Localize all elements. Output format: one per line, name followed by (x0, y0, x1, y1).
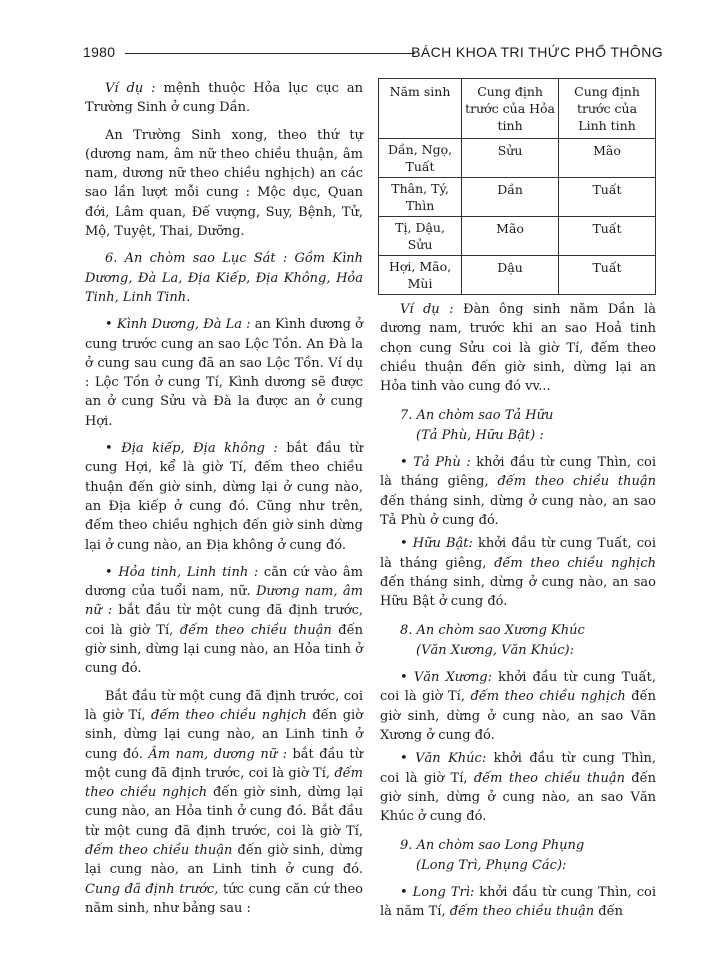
table-cell: Tị, Dậu, Sửu (379, 217, 462, 256)
running-title: BÁCH KHOA TRI THỨC PHỔ THÔNG (411, 44, 663, 60)
table-cell: Tuất (559, 178, 656, 217)
header-rule (125, 53, 415, 54)
table-row (379, 256, 656, 295)
table-header: Cung định trước của Linh tinh (559, 79, 656, 139)
table-cell: Mão (462, 217, 559, 256)
page-number: 1980 (83, 44, 116, 60)
paragraph: • Văn Khúc: khởi đầu từ cung Thìn, coi là giờ Tí, đếm theo chiều thuận đến giờ sinh, dừng ở cung nào, an sao Văn Khúc ở cung đó. (380, 751, 656, 825)
page-header (83, 42, 663, 66)
table-cell: Sửu (462, 139, 559, 178)
section-heading-6: 6. An chòm sao Lục Sát : Gồm Kình Dương, Đà La, Địa Kiếp, Địa Không, Hỏa Tinh, Linh Tinh. (85, 251, 363, 305)
paragraph: Bắt đầu từ một cung đã định trước, coi là giờ Tí, đếm theo chiều nghịch đến giờ sinh, dừng lại cung nào, an Linh tinh ở cung đó. Âm nam, dương nữ : bắt đầu từ một cung đã định trước, coi là giờ Tí, đếm theo chiều nghịch đến giờ sinh, dừng lại cung nào, an Hỏa tinh ở cung đó. Bắt đầu từ một cung đã định trước, coi là giờ Tí, đếm theo chiều thuận đến giờ sinh, dừng lại cung nào, an Linh tinh ở cung đó. Cung đã định trước, tức cung căn cứ theo năm sinh, như bảng sau : (85, 688, 364, 916)
table-cell: Thân, Tý, Thìn (379, 178, 462, 217)
paragraph: • Hữu Bật: khởi đầu từ cung Tuất, coi là tháng giêng, đếm theo chiều nghịch đến tháng sinh, dừng ở cung nào, an sao Hữu Bật ở cung đó. (380, 536, 656, 610)
table-cell: Tuất (559, 256, 656, 295)
paragraph: • Tả Phù : khởi đầu từ cung Thìn, coi là tháng giêng, đếm theo chiều thuận đến tháng sinh, dừng ở cung nào, an sao Tả Phù ở cung đó. (380, 455, 656, 528)
table-cell: Dậu (462, 256, 559, 295)
table-cell: Tuất (559, 217, 656, 256)
birth-year-table (378, 78, 656, 295)
table-header: Cung định trước của Hỏa tinh (462, 79, 559, 139)
right-column (380, 300, 656, 930)
section-subheading-7: (Tả Phù, Hữu Bật) : (416, 427, 544, 443)
table-row (379, 139, 656, 178)
paragraph: • Địa kiếp, Địa không : bắt đầu từ cung Hợi, kể là giờ Tí, đếm theo chiều thuận đến giờ sinh, dừng lại ở cung nào, an Địa kiếp ở cung đó. Cũng như trên, đếm theo chiều nghịch đến giờ sinh dừng lại ở cung nào, an Địa không ở cung đó. (85, 441, 363, 553)
paragraph: • Long Trì: khởi đầu từ cung Thìn, coi là năm Tí, đếm theo chiều thuận đến (380, 885, 656, 920)
table-cell: Mão (559, 139, 656, 178)
section-subheading-8: (Văn Xương, Văn Khúc): (416, 642, 574, 658)
section-heading-9: 9. An chòm sao Long Phụng (400, 838, 585, 854)
table-cell: Dần (462, 178, 559, 217)
table-row (379, 217, 656, 256)
table-header-row (379, 79, 656, 139)
paragraph: • Văn Xương: khởi đầu từ cung Tuất, coi là giờ Tí, đếm theo chiều nghịch đến giờ sinh, dừng ở cung nào, an sao Văn Xương ở cung đó. (380, 670, 656, 743)
section-heading-8: 8. An chòm sao Xương Khúc (400, 623, 585, 639)
table-header: Năm sinh (379, 79, 462, 139)
table-cell: Dần, Ngọ, Tuất (379, 139, 462, 178)
section-subheading-9: (Long Trì, Phụng Các): (416, 857, 567, 873)
paragraph: An Trường Sinh xong, theo thứ tự (dương nam, âm nữ theo chiều thuận, âm nam, dương nữ theo chiều nghịch) an các sao lần lượt mỗi cung : Mộc dục, Quan đới, Lâm quan, Đế vượng, Suy, Bệnh, Tử, Mộ, Tuyệt, Thai, Dưỡng. (85, 127, 363, 240)
paragraph: • Hỏa tinh, Linh tinh : căn cứ vào âm dương của tuổi nam, nữ. Dương nam, âm nữ : bắt đầu từ một cung đã định trước, coi là giờ Tí, đếm theo chiều thuận đến giờ sinh, dừng lại cung nào, an Hỏa tinh ở cung đó. (85, 564, 363, 677)
table-row (379, 178, 656, 217)
left-column (85, 79, 363, 926)
paragraph: • Kình Dương, Đà La : an Kình dương ở cung trước cung an sao Lộc Tồn. An Đà la ở cung sau cung đã an sao Lộc Tồn. Ví dụ : Lộc Tồn ở cung Tí, Kình dương sẽ được an ở cung Sửu và Đà la được an ở cung Hợi. (85, 317, 363, 429)
table-cell: Hợi, Mão, Mùi (379, 256, 462, 295)
paragraph: Ví dụ : mệnh thuộc Hỏa lục cục an Trường Sinh ở cung Dần. (85, 81, 363, 116)
section-heading-7: 7. An chòm sao Tả Hữu (400, 408, 554, 424)
paragraph: Ví dụ : Đàn ông sinh năm Dần là dương nam, trước khi an sao Hoả tinh chọn cung Sửu coi là giờ Tí, đếm theo chiều thuận đến giờ sinh, dừng lại an Hỏa tinh vào cung đó vv... (380, 302, 657, 395)
